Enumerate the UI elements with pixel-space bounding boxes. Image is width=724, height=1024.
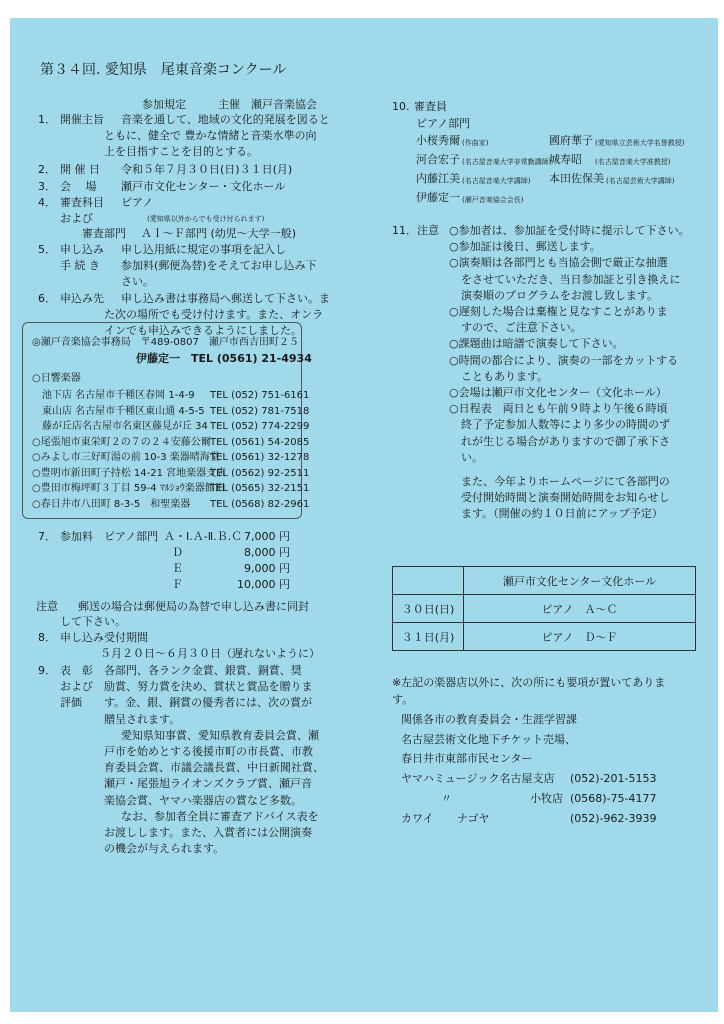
s6-line3: インでも申込みできるようにしました。 [104,324,302,337]
fee-amount: 8,000 円 [244,546,290,559]
award-line: 戸市を始めとする後援市町の市長賞、市教 [104,745,313,758]
yamaha-nagoya-tel: (052)-201-5153 [570,772,657,785]
caution-line: ます。（開催の約１０日前にアップ予定） [461,507,663,521]
judge-role: (瀬戸音楽協会会長) [462,196,524,204]
caution-line: をさせていただき、当日参加証と引き換えに [461,272,681,286]
chui-line2: して下さい。 [60,615,126,628]
s4-text2: ＡＩ～Ｆ部門 (幼児～大学一般) [141,227,297,240]
yamaha-komaki: 小牧店 [530,792,563,805]
shop-tel: TEL (0562) 92-2511 [210,467,310,479]
award-line: 励賞、努力賞を決め、賞状と賞品を贈りま [104,680,313,694]
s10-num: 10. [392,100,410,113]
s2-num: 2． [38,163,56,176]
judge-name: 城寿昭 [549,153,582,166]
shop-name: ○春日井市八田町 8-3-5 和聖楽器 [32,498,191,510]
s2-label: 開 催 日 [60,163,100,176]
judge-role: (名古屋音楽大学非常勤講師) [462,158,552,166]
judge-name: 本田佐保美 [549,172,604,185]
caution-line: 受付開始時間と演奏開始時間をお知らせし [461,491,670,505]
hibiki-header: ○日響楽器 [32,373,81,384]
s9-label3: 評価 [60,696,82,709]
caution-line: ○参加者は、参加証を受付時に提示して下さい。 [449,224,690,237]
caution-line: 演奏順のプログラムをお渡し致します。 [461,288,659,302]
schedule-table [392,566,696,651]
shop-tel: TEL (0568) 82-2961 [210,498,310,510]
office-address: ◎瀬戸音楽協会事務局 〒489-0807 瀬戸市西吉田町２５ [32,337,299,348]
caution-line: また、今年よりホームページにて各部門の [461,475,670,488]
s1-num: 1． [38,113,56,126]
award-line: す。金、銀、銅賞の優秀者には、次の賞が [104,696,313,710]
s9-label1: 表 彰 [60,664,93,677]
caution-line: ○遅刻した場合は棄権と見なすことがありま [449,305,668,318]
award-line: の機会が与えられます。 [104,842,225,856]
judge-name: 伊藤定一 [416,191,460,204]
shop-name: ○豊田市梅坪町３丁目 59-4 ﾏﾙｼｮｳ楽器館田 [32,483,225,494]
s8-text: ５月２０日～６月３０日（遅れないように） [100,647,320,660]
s11-num: 11．注意 [392,224,439,237]
shop-name: 藤が丘店名古屋市名東区藤見が丘 34 [42,421,208,432]
s10-bumon: ピアノ部門 [416,117,471,130]
s4-num: 4． [38,196,56,209]
chui-line1: 郵送の場合は郵便局の為替で申し込み書に同封 [78,600,309,613]
s5-text2: 参加料(郵便為替)をそえてお申し込み下 [121,259,317,272]
s2-text: 令和５年７月３０日(日)３１日(月) [121,163,293,176]
fee-amount: 10,000 円 [237,578,290,591]
s5-label: 申し込み [60,243,104,256]
s4-note: (愛知県以外からでも受け付られます) [147,215,265,223]
note-line3: 関係各市の教育委員会・生涯学習課 [401,713,577,726]
kawai-tel: (052)-962-3939 [570,812,657,825]
note-line1: ※左記の楽器店以外に、次の所にも要項が置いてありま [392,676,666,689]
caution-line: ○日程表 両日とも午前９時より午後６時頃 [449,402,668,416]
s6-label: 申込み先 [60,292,104,305]
judge-role: (愛知県立芸術大学名誉教授) [595,139,685,147]
ditto-mark: 〃 [441,792,452,805]
shop-name: ○尾張旭市東栄町２の７の２４安藤公爾 [32,436,211,448]
shop-tel: TEL (0565) 32-2151 [210,483,310,494]
fee-amount: 9,000 円 [244,562,290,575]
s4-label: 審査科目 [60,196,104,209]
s6-line2: た次の場所でも受け付けます。また、オンラ [104,308,324,321]
caution-line: すので、ご注意下さい。 [461,321,582,335]
kawai-label: カワイ [401,812,434,825]
award-line: なお、参加者全員に審査アドバイス表を [121,809,319,823]
office-contact: 伊藤定一 TEL (0561) 21-4934 [136,352,312,365]
organizer: 主催 瀬戸音楽協会 [218,98,317,111]
fee-class: Ａ・Ⅰ.Ａ-Ⅱ.Ｂ.Ｃ [164,530,243,543]
award-line: 愛知県知事賞、愛知県教育委員会賞、瀬 [121,728,319,742]
shop-tel: TEL (0561) 54-2085 [210,436,310,448]
fee-class: Ｆ [172,578,183,591]
s1-line3: 上を目指すことを目的とする。 [104,145,258,158]
award-line: 育委員会賞、市議会議長賞、中日新聞社賞、 [104,761,324,775]
schedule-venue: 瀬戸市文化センター文化ホール [464,567,696,595]
s9-label2: および [60,680,93,693]
judge-role: (名古屋芸術大学講師) [606,177,675,185]
s6-line1: 申し込み書は事務局へ郵送して下さい。ま [121,292,330,305]
caution-line: ○時間の都合により、演奏の一部をカットする [449,353,679,367]
s9-num: 9． [38,664,56,677]
s8-num: 8． [38,631,56,644]
s3-text: 瀬戸市文化センター・文化ホール [121,180,286,193]
s1-line2: ともに、健全で 豊かな情緒と音楽水準の向 [104,129,317,142]
judge-name: 小桜秀爾 [416,134,460,147]
s4-text: ピアノ [121,196,154,209]
shop-name: ○みよし市三好町湯の前 10-3 楽器晴海堂 [32,452,220,463]
award-line: 楽協会賞、ヤマハ楽器店の賞など多数。 [104,793,302,807]
shop-tel: TEL (052) 751-6161 [210,390,310,401]
s7-num: 7． [38,530,56,543]
judge-name: 内藤江美 [416,172,460,185]
shop-name: 東山店 名古屋市千種区東山通 4-5-5 [42,405,205,417]
kawai-nagoya: ナゴヤ [457,812,490,825]
schedule-group: ピアノ Ａ～Ｃ [464,595,696,623]
note-line4: 名古屋芸術文化地下チケット売場、 [401,733,577,746]
schedule-corner [393,567,464,595]
note-line5: 春日井市東部市民センター [401,752,533,765]
judge-role: (名古屋音楽大学准教授) [595,158,671,166]
shop-tel: TEL (052) 781-7518 [210,405,310,417]
judge-role: (名古屋音楽大学講師) [462,177,531,185]
award-line: 贈呈されます。 [104,712,181,726]
award-line: お渡しします。また、入賞者には公開演奏 [104,826,313,839]
note-line2: す。 [392,693,414,706]
yamaha-nagoya: ヤマハミュージック名古屋支店 [401,772,555,785]
schedule-header-row [393,567,696,595]
page-title: 第３４回. 愛知県 尾東音楽コンクール [40,62,287,78]
caution-line: れが生じる場合がありますので御了承下さ [461,434,670,448]
s1-label: 開催主旨 [60,113,104,126]
schedule-day: ３０日(日) [393,595,464,623]
award-line: 瀬戸・尾張旭ライオンズクラブ賞、瀬戸音 [104,777,313,791]
schedule-row [393,595,696,623]
caution-line: 終了予定参加人数等により多少の時間のず [461,418,670,432]
shop-tel: TEL (0561) 32-1278 [210,452,310,463]
caution-line: ○演奏順は各部門とも当協会側で厳正な抽選 [449,256,668,270]
schedule-day: ３１日(月) [393,623,464,651]
judge-name: 河合宏子 [416,153,460,166]
kitei-label: 参加規定 [142,98,186,111]
shop-name: 池下店 名古屋市千種区春岡 1-4-9 [42,390,195,401]
s5-num: 5． [38,243,56,256]
chui-label: 注意 [36,600,58,613]
judge-name: 國府華子 [549,134,593,147]
judge-role: (作曲家) [462,139,489,147]
s6-num: 6． [38,292,56,305]
caution-line: い。 [461,450,483,464]
caution-line: ○課題曲は暗譜で演奏して下さい。 [449,337,624,351]
s4-oyobi: および [60,212,93,225]
fee-amount: 7,000 円 [244,530,290,543]
caution-line: こともあります。 [461,369,549,383]
schedule-row [393,623,696,651]
s8-label: 申し込み受付期間 [60,631,148,644]
fee-class: Ｄ [172,546,183,559]
s7-label: 参加料 ピアノ部門 [60,530,159,543]
award-line: 各部門、各ランク金賞、銀賞、銅賞、奨 [104,664,302,677]
fee-class: Ｅ [172,562,183,575]
s5-text3: さい。 [121,275,154,288]
s10-label: 審査員 [414,100,447,113]
shop-tel: TEL (052) 774-2299 [210,421,310,432]
schedule-group: ピアノ Ｄ～Ｆ [464,623,696,651]
yamaha-komaki-tel: (0568)-75-4177 [570,792,657,805]
s3-label: 会 場 [60,180,97,193]
s3-num: 3． [38,180,56,193]
shop-name: ○豊明市新田町子持松 14-21 宮地楽器支店 [32,467,227,479]
s5-label2: 手 続 き [60,259,100,272]
s4-label2: 審査部門 [82,227,126,240]
s5-text: 申し込用紙に規定の事項を記入し [121,243,286,256]
s1-line1: 音楽を通して、地域の文化的発展を図ると [121,113,330,126]
caution-line: ○会場は瀬戸市文化センター（文化ホール） [449,386,667,399]
caution-line: ○参加証は後日、郵送します。 [449,240,601,254]
